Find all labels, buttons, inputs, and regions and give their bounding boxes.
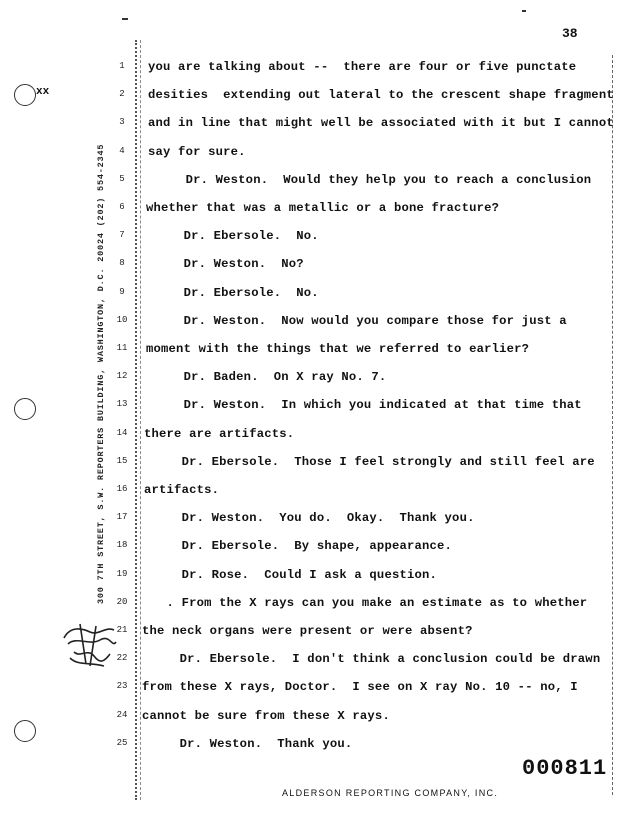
handwritten-scribble-icon (60, 618, 120, 670)
page-number: 38 (562, 26, 578, 41)
line-number: 1 (119, 61, 125, 71)
transcript-line: whether that was a metallic or a bone fracture? (146, 201, 500, 215)
line-number: 24 (116, 709, 128, 720)
transcript-line: Dr. Weston. You do. Okay. Thank you. (144, 511, 475, 526)
line-number: 14 (116, 427, 128, 438)
transcript-line: you are talking about -- there are four or five punctate (148, 60, 577, 74)
line-number: 17 (116, 512, 128, 523)
line-number: 4 (119, 145, 125, 156)
transcript-line: Dr. Ebersole. By shape, appearance. (144, 539, 453, 554)
line-number: 12 (116, 371, 128, 382)
transcript-line: . From the X rays can you make an estimate as to whether (144, 595, 588, 610)
left-margin-rule (135, 40, 137, 800)
line-number: 8 (119, 258, 125, 269)
line-number: 9 (119, 286, 125, 297)
transcript-line: Dr. Baden. On X ray No. 7. (146, 370, 387, 385)
right-margin-rule (612, 55, 613, 795)
transcript-line: from these X rays, Doctor. I see on X ray No. 10 -- no, I (142, 680, 578, 695)
transcript-line: Dr. Weston. Thank you. (142, 736, 353, 751)
left-margin-rule (140, 40, 141, 800)
transcript-line: Dr. Ebersole. I don't think a conclusion could be drawn (142, 652, 601, 667)
bates-stamp: 000811 (522, 756, 608, 781)
scan-mark (122, 18, 128, 20)
transcript-line: and in line that might well be associated with it but I cannot (148, 116, 614, 131)
line-number: 5 (119, 173, 125, 184)
line-number: 25 (116, 737, 128, 748)
transcript-line: artifacts. (144, 483, 220, 497)
transcript-line: Dr. Weston. Now would you compare those for just a (146, 313, 567, 328)
line-number: 3 (119, 117, 125, 128)
line-number: 20 (116, 596, 128, 607)
line-number: 13 (116, 399, 128, 410)
transcript-line: there are artifacts. (144, 426, 295, 441)
punch-hole-icon (14, 398, 36, 420)
transcript-line: Dr. Ebersole. Those I feel strongly and still feel are (144, 454, 595, 469)
transcript-line: say for sure. (148, 144, 246, 159)
transcript-line: moment with the things that we referred to earlier? (146, 342, 530, 356)
line-number: 11 (116, 343, 128, 353)
line-number: 6 (119, 202, 125, 212)
transcript-line: Dr. Ebersole. No. (146, 229, 319, 244)
line-number: 19 (116, 568, 128, 579)
punch-hole-icon (14, 84, 36, 106)
line-number: 10 (116, 314, 128, 325)
transcript-line: Dr. Weston. Would they help you to reach a conclusion (148, 172, 592, 187)
footer-company: ALDERSON REPORTING COMPANY, INC. (282, 788, 499, 798)
line-number: 23 (116, 681, 128, 692)
line-number: 22 (116, 653, 128, 664)
scan-mark (522, 10, 526, 12)
line-number: 15 (116, 455, 128, 466)
margin-note: xx (36, 86, 50, 98)
transcript-line: Dr. Weston. In which you indicated at that time that (146, 398, 582, 413)
line-number: 21 (116, 625, 128, 635)
line-number: 7 (119, 230, 125, 241)
transcript-line: desities extending out lateral to the crescent shape fragment (148, 88, 614, 103)
reporter-imprint: 300 7TH STREET, S.W. REPORTERS BUILDING, WASHINGTON, D.C. 20024 (202) 554-2345 (96, 143, 106, 604)
transcript-line: Dr. Ebersole. No. (146, 285, 319, 300)
transcript-line: Dr. Rose. Could I ask a question. (144, 567, 438, 582)
transcript-line: cannot be sure from these X rays. (142, 708, 390, 723)
line-number: 16 (116, 484, 128, 494)
line-number: 18 (116, 540, 128, 551)
punch-hole-icon (14, 720, 36, 742)
transcript-line: Dr. Weston. No? (146, 257, 304, 272)
line-number: 2 (119, 89, 125, 100)
transcript-line: the neck organs were present or were absent? (142, 624, 473, 638)
